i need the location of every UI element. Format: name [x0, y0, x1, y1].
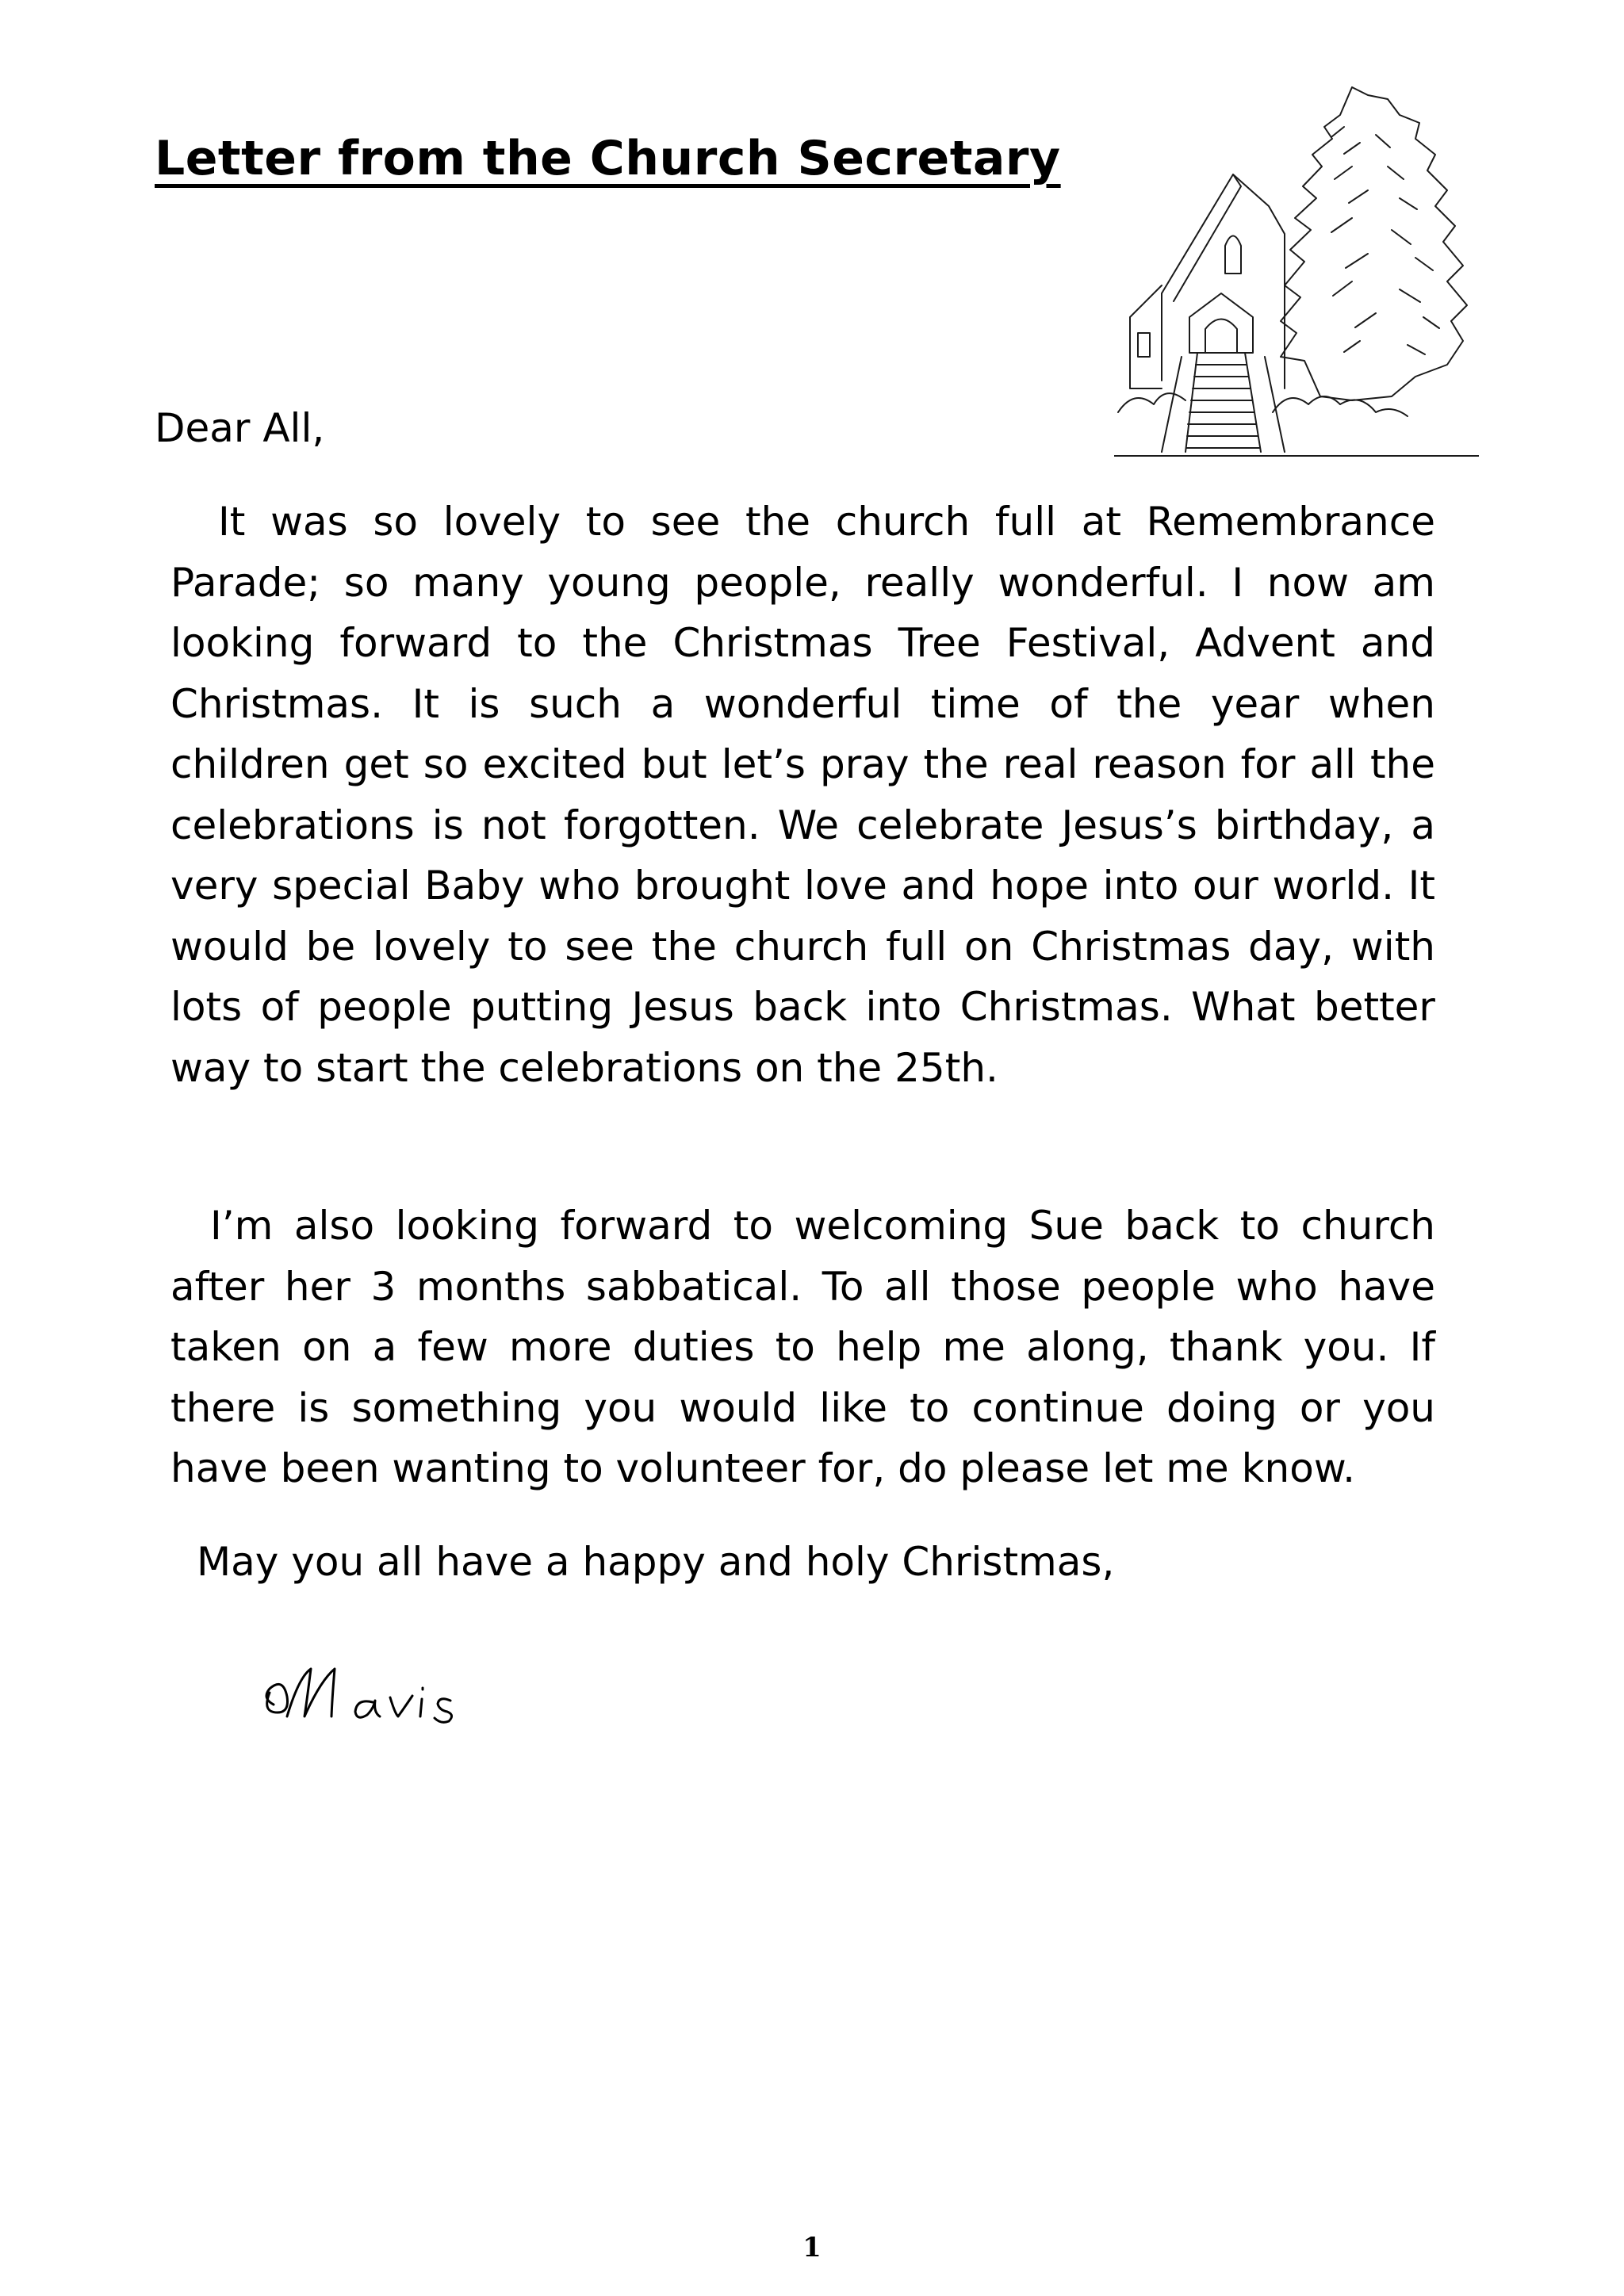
letter-paragraph-1: It was so lovely to see the church full at Remembrance Parade; so many young people, really wonderful. I now am looking forward to the Christmas Tree Festival, Advent and Christmas. It is such a wonderful time of the year when children get so excited but let’s pray the real reason for all the celebrations is not forgotten. We celebrate Jesus’s birthday, a very special Baby who brought love and hope into our world. It would be lovely to see the church full on Christmas day, with lots of people putting Jesus back into Christmas. What better way to start the celebrations on the 25th.	[170, 499, 1435, 1091]
page-number: 1	[802, 2232, 822, 2263]
signature-mavis	[254, 1645, 492, 1740]
church-illustration-icon	[1114, 79, 1479, 460]
salutation: Dear All,	[155, 405, 325, 451]
letter-paragraph-2: I’m also looking forward to welcoming Sue back to church after her 3 months sabbatical. To all those people who have taken on a few more duties to help me along, thank you. If there is something you would like to continue doing or you have been wanting to volunteer for, do please let me know.	[170, 1203, 1435, 1491]
page-title: Letter from the Church Secretary	[155, 131, 1061, 186]
closing-line: May you all have a happy and holy Christmas,	[197, 1539, 1115, 1585]
